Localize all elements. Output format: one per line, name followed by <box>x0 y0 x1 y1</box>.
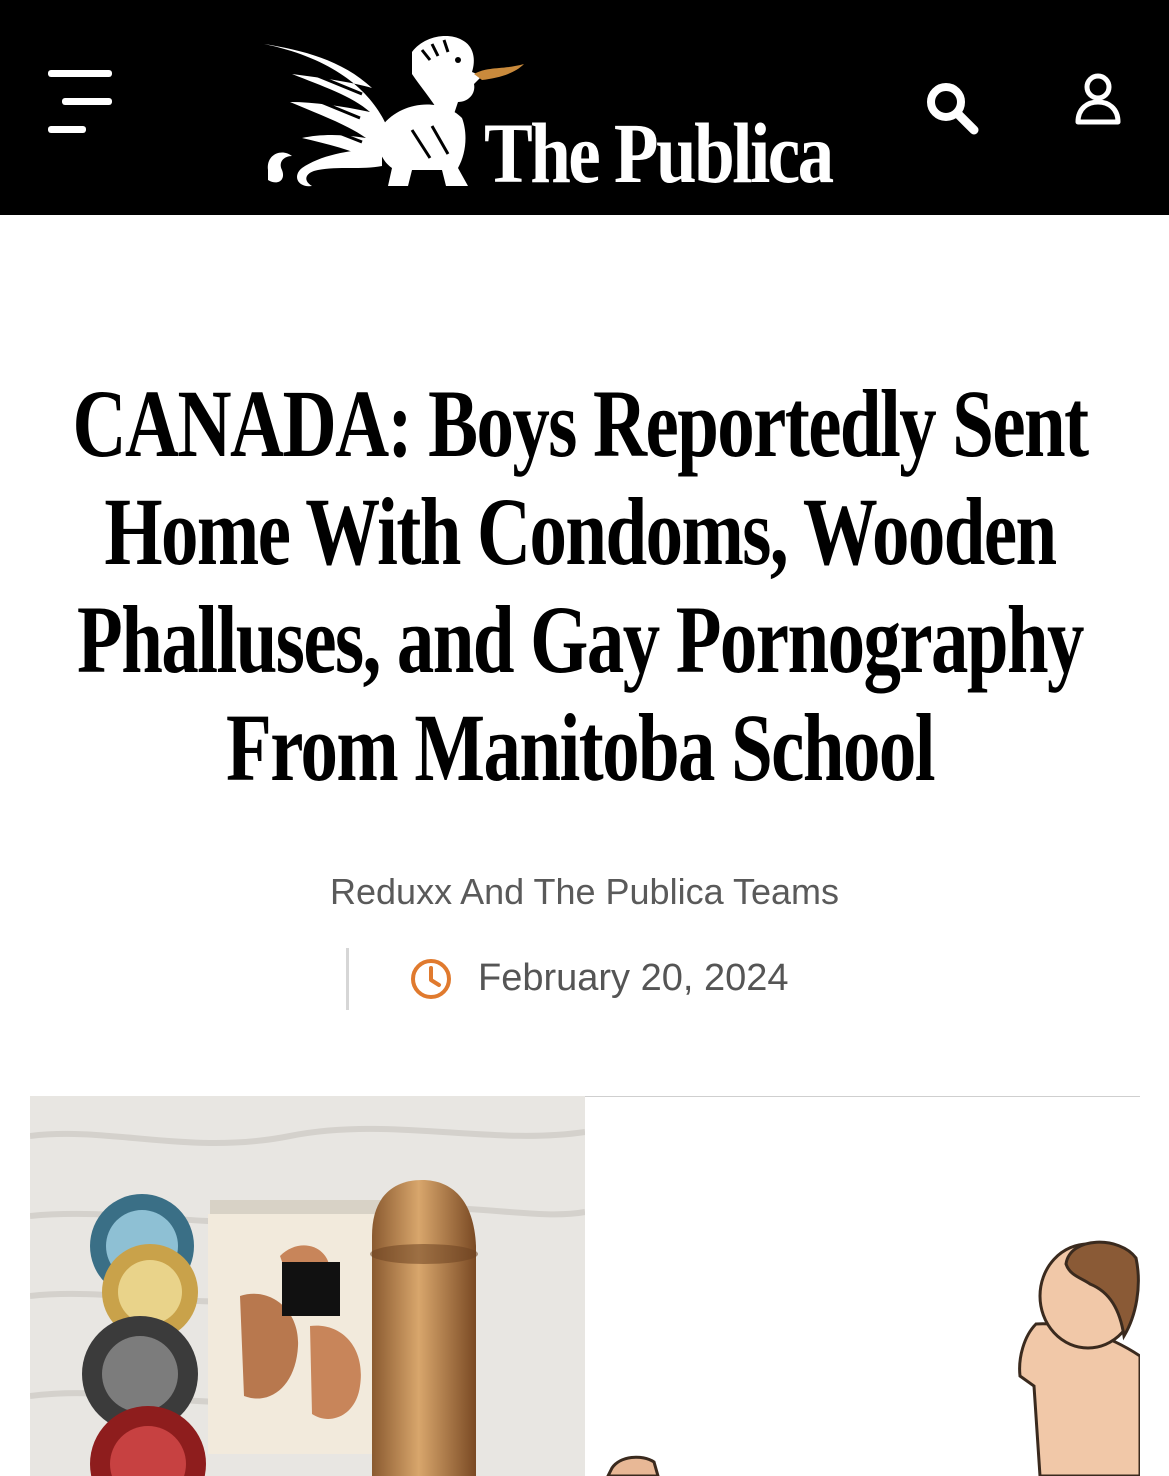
site-name: The Publica <box>484 105 832 201</box>
hamburger-menu-icon[interactable] <box>46 68 116 138</box>
censor-box <box>282 1262 340 1316</box>
article-title-text: CANADA: Boys Reportedly Sent Home With Condoms, Wooden Phalluses, and Gay Pornography From Manitoba School <box>72 370 1088 801</box>
hero-image-art <box>30 1096 1140 1476</box>
publish-date: February 20, 2024 <box>478 957 789 999</box>
photo-panel <box>30 1096 585 1476</box>
article-title <box>20 370 1149 802</box>
user-account-icon[interactable] <box>1068 70 1128 130</box>
clock-icon <box>409 957 453 1001</box>
hero-image-top-rule <box>585 1096 1140 1097</box>
search-icon[interactable] <box>922 78 982 138</box>
meta-divider <box>346 948 349 1010</box>
hero-image <box>30 1096 1140 1476</box>
article-author[interactable]: Reduxx And The Publica Teams <box>330 871 839 912</box>
booklet <box>208 1200 398 1454</box>
site-logo[interactable] <box>262 30 862 201</box>
illustration-panel <box>585 1097 1140 1476</box>
wooden-model <box>370 1180 478 1476</box>
site-header <box>0 0 1169 215</box>
